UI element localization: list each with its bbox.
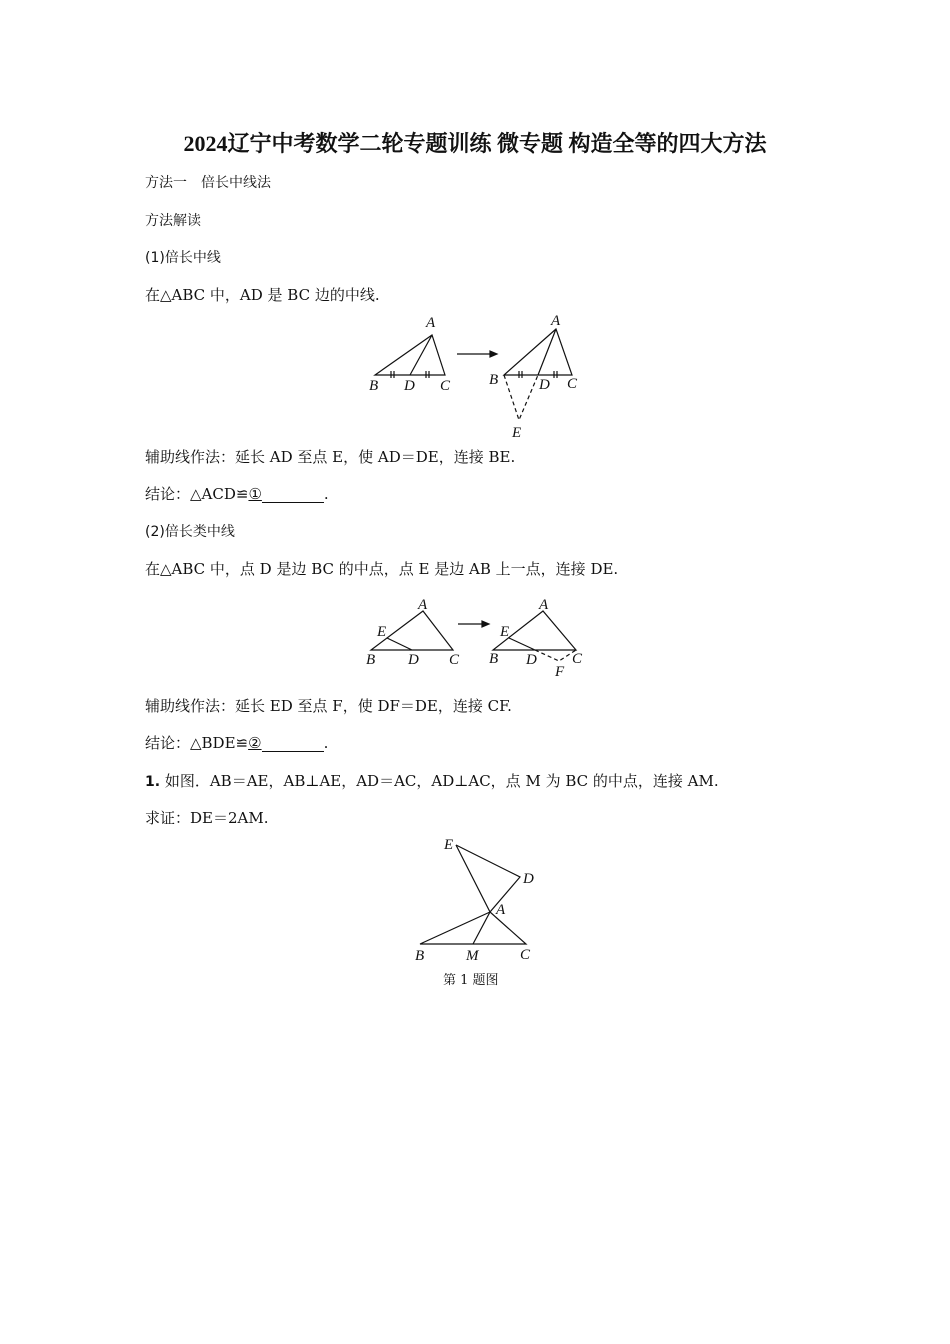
part1-intro: 在△ABC 中，AD 是 BC 边的中线. — [145, 286, 380, 304]
svg-text:D: D — [404, 378, 415, 394]
svg-text:D: D — [408, 652, 419, 668]
svg-text:M: M — [466, 948, 479, 964]
svg-text:A: A — [418, 597, 428, 613]
svg-text:D: D — [539, 377, 550, 393]
part2-intro: 在△ABC 中，点 D 是边 BC 的中点，点 E 是边 AB 上一点，连接 DE. — [145, 560, 619, 578]
svg-text:B: B — [415, 948, 425, 964]
svg-text:A: A — [426, 315, 436, 331]
svg-text:D: D — [526, 652, 537, 668]
figure-2 — [371, 611, 576, 661]
problem-number: 1. — [145, 774, 161, 790]
figure-3 — [420, 845, 526, 944]
part2-aux-method: 辅助线作法：延长 ED 至点 F，使 DF＝DE，连接 CF. — [145, 697, 512, 715]
problem-statement: 如图．AB＝AE，AB⊥AE，AD＝AC，AD⊥AC，点 M 为 BC 的中点，连接 AM. — [164, 772, 719, 790]
part1-conclusion — [145, 485, 329, 503]
svg-text:E: E — [512, 425, 522, 441]
svg-text:A: A — [539, 597, 549, 613]
svg-text:C: C — [520, 947, 531, 963]
svg-text:B: B — [489, 651, 499, 667]
problem-1 — [145, 772, 719, 791]
problem-1-prove: 求证：DE＝2AM. — [145, 809, 269, 827]
svg-text:B: B — [489, 372, 499, 388]
conclusion-text: 结论：△ACD≌ — [145, 485, 249, 503]
figure-2-labels — [366, 597, 583, 680]
page-title: 2024辽宁中考数学二轮专题训练 微专题 构造全等的四大方法 — [183, 131, 767, 156]
period: . — [323, 485, 329, 503]
conclusion-text: 结论：△BDE≌ — [145, 734, 249, 752]
svg-text:C: C — [449, 652, 460, 668]
part2-label: (2)倍长类中线 — [145, 524, 235, 540]
figure-3-labels — [415, 837, 534, 964]
period: . — [323, 734, 329, 752]
svg-text:C: C — [572, 651, 583, 667]
svg-text:B: B — [369, 378, 379, 394]
method-subheading: 方法解读 — [145, 213, 201, 229]
blank-number: ② — [248, 734, 262, 752]
svg-text:E: E — [500, 624, 510, 640]
svg-text:E: E — [444, 837, 454, 853]
svg-text:A: A — [551, 313, 561, 329]
part1-aux-method: 辅助线作法：延长 AD 至点 E，使 AD＝DE，连接 BE. — [145, 448, 516, 466]
svg-text:F: F — [555, 664, 565, 680]
svg-text:A: A — [496, 902, 506, 918]
svg-text:C: C — [567, 376, 578, 392]
figure-1 — [375, 329, 572, 420]
blank-number: ① — [248, 485, 262, 503]
svg-text:D: D — [523, 871, 534, 887]
method-heading: 方法一 倍长中线法 — [145, 175, 271, 191]
part2-conclusion — [145, 734, 328, 752]
answer-blank — [262, 737, 324, 752]
svg-text:B: B — [366, 652, 376, 668]
svg-text:C: C — [440, 378, 451, 394]
part1-label: (1)倍长中线 — [145, 250, 221, 266]
answer-blank — [262, 488, 324, 503]
figure-caption: 第 1 题图 — [443, 973, 499, 988]
figure-1-labels — [369, 313, 578, 441]
svg-text:E: E — [377, 624, 387, 640]
